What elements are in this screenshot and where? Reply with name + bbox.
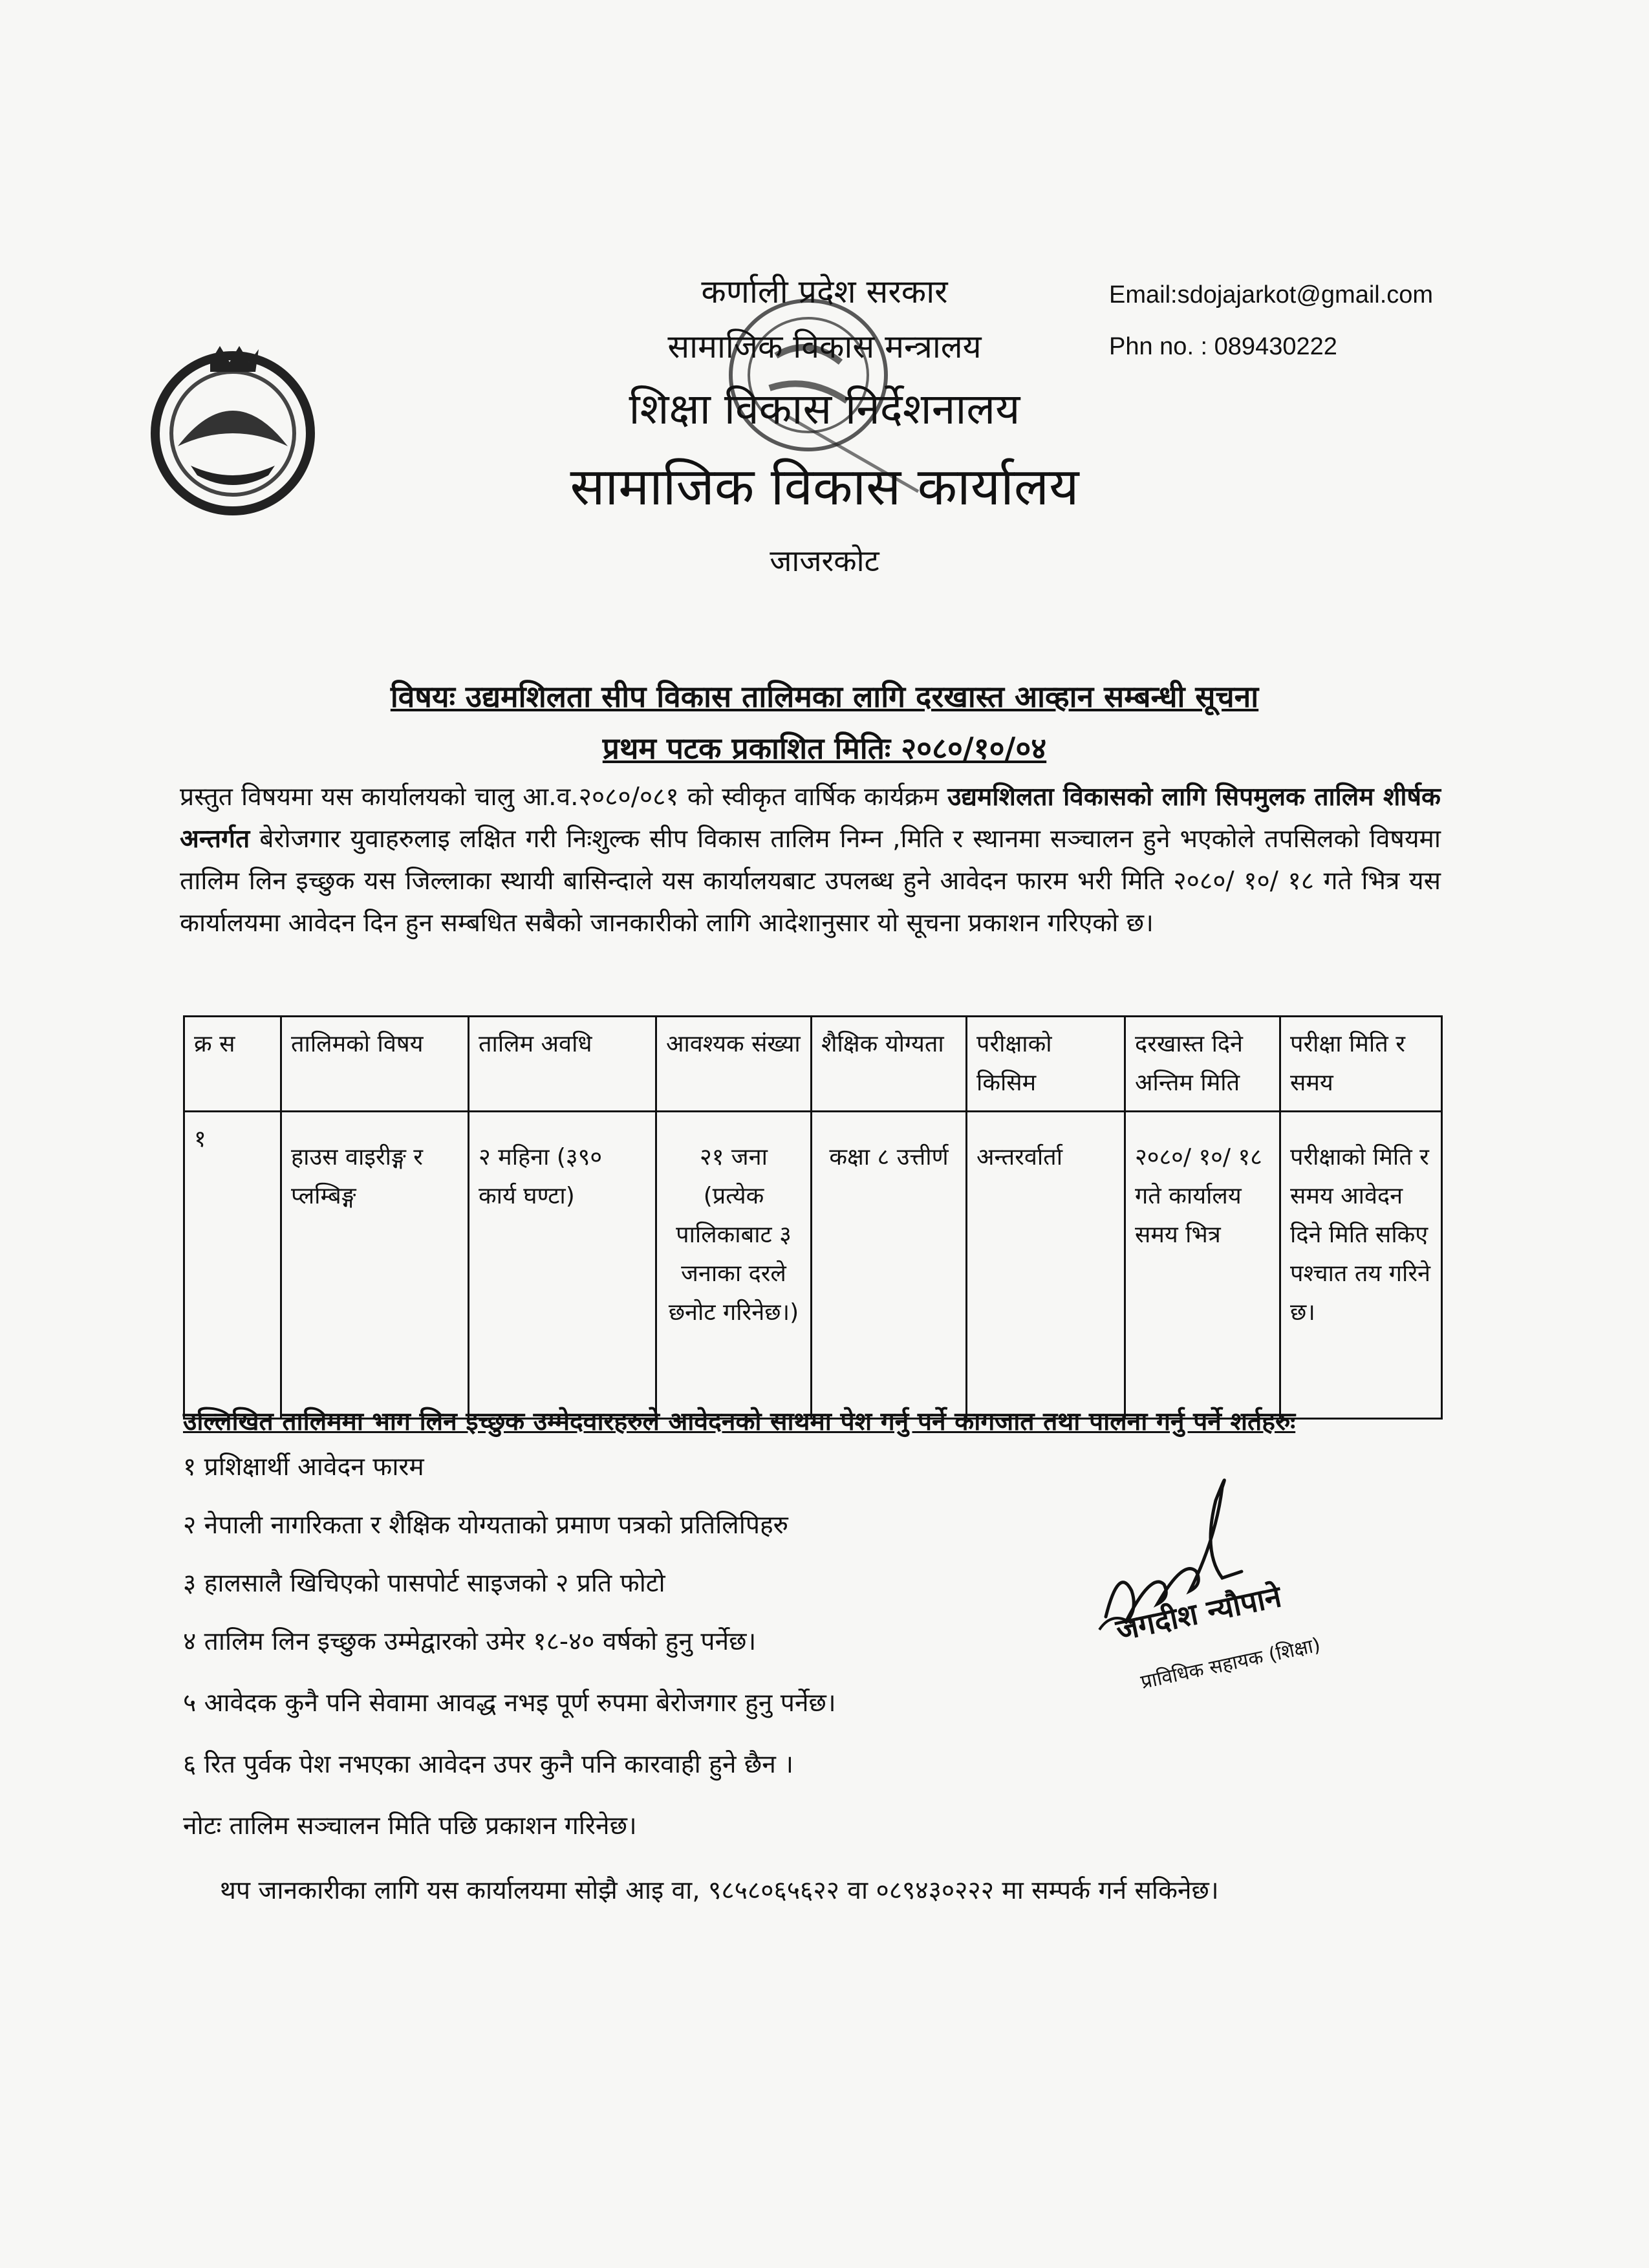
condition-item: ५ आवेदक कुनै पनि सेवामा आवद्ध नभइ पूर्ण रुपमा बेरोजगार हुनु पर्नेछ। [183, 1689, 836, 1718]
table-cell-subject: हाउस वाइरीङ्ग र प्लम्बिङ्ग [281, 1112, 469, 1419]
signatory-name: जगदीश न्यौपाने [1113, 1578, 1285, 1648]
footer-contact-note: थप जानकारीका लागि यस कार्यालयमा सोझै आइ वा, ९८५८०६५६२२ वा ०८९४३०२२२ मा सम्पर्क गर्न सकिनेछ। [220, 1876, 1219, 1905]
signatory-title: प्राविधिक सहायक (शिक्षा) [1139, 1634, 1323, 1694]
training-table [183, 1015, 1443, 1420]
table-cell-deadline: २०८०/ १०/ १८ गते कार्यालय समय भित्र [1125, 1112, 1280, 1419]
header-ministry: सामाजिक विकास मन्त्रालय [667, 328, 982, 365]
notice-body [180, 776, 1441, 944]
header-office: सामाजिक विकास कार्यालय [570, 457, 1079, 517]
condition-item: १ प्रशिक्षार्थी आवेदन फारम [183, 1453, 424, 1482]
table-cell-duration: २ महिना (३९० कार्य घण्टा) [469, 1112, 656, 1419]
table-cell-qualification: कक्षा ८ उत्तीर्ण [812, 1112, 967, 1419]
table-header-cell: क्र स [184, 1017, 281, 1112]
table-cell-exam-date: परीक्षाको मिति र समय आवेदन दिने मिति सकिए पश्चात तय गरिने छ। [1280, 1112, 1442, 1419]
table-cell-serial: १ [184, 1112, 281, 1419]
condition-item: २ नेपाली नागरिकता र शैक्षिक योग्यताको प्रमाण पत्रको प्रतिलिपिहरु [183, 1511, 788, 1540]
header-directorate: शिक्षा विकास निर्देशनालय [629, 384, 1020, 434]
header-district: जाजरकोट [770, 543, 879, 578]
table-cell-count: २१ जना (प्रत्येक पालिकाबाट ३ जनाका दरले छनोट गरिनेछ।) [656, 1112, 812, 1419]
table-row [184, 1112, 1442, 1419]
table-header-cell: तालिम अवधि [469, 1017, 656, 1112]
conditions-title: उल्लिखित तालिममा भाग लिन इच्छुक उम्मेदवारहरुले आवेदनको साथमा पेश गर्नु पर्ने कागजात तथा पालना गर्नु पर्ने शर्तहरुः [183, 1407, 1296, 1436]
notice-body-part1: प्रस्तुत विषयमा यस कार्यालयको चालु आ.व.२०८०/०८१ को स्वीकृत वार्षिक कार्यक्रम [180, 783, 948, 812]
condition-item: ४ तालिम लिन इच्छुक उम्मेद्वारको उमेर १८-४० वर्षको हुनु पर्नेछ। [183, 1627, 757, 1656]
table-header-cell: तालिमको विषय [281, 1017, 469, 1112]
conditions-note: नोटः तालिम सञ्चालन मिति पछि प्रकाशन गरिनेछ। [183, 1811, 637, 1841]
publication-date: प्रथम पटक प्रकाशित मितिः २०८०/१०/०४ [602, 731, 1047, 766]
notice-subject: विषयः उद्यमशिलता सीप विकास तालिमका लागि दरखास्त आव्हान सम्बन्धी सूचना [390, 679, 1259, 714]
contact-phone: Phn no. : 089430222 [1109, 333, 1337, 360]
table-header-cell: दरखास्त दिने अन्तिम मिति [1125, 1017, 1280, 1112]
contact-email: Email:sdojajarkot@gmail.com [1109, 281, 1434, 308]
notice-body-part2: बेरोजगार युवाहरुलाइ लक्षित गरी निःशुल्क सीप विकास तालिम निम्न ,मिति र स्थानमा सञ्चालन हुने भएकोले तपसिलको विषयमा तालिम लिन इच्छुक यस जिल्लाका स्थायी बासिन्दाले यस कार्यालयबाट उपलब्ध हुने आवेदन फारम भरी मिति २०८०/ १०/ १८ गते भित्र यस कार्यालयमा आवेदन दिन हुन सम्बधित सबैको जानकारीको लागि आदेशानुसार यो सूचना प्रकाशन गरिएको छ। [180, 825, 1441, 938]
table-header-cell: परीक्षाको किसिम [967, 1017, 1125, 1112]
table-cell-exam-type: अन्तरर्वार्ता [967, 1112, 1125, 1419]
table-header-cell: परीक्षा मिति र समय [1280, 1017, 1442, 1112]
table-header-cell: शैक्षिक योग्यता [812, 1017, 967, 1112]
notice-body-bold: उद्यमशिलता विकासको लागि सिपमुलक तालिम शीर्षक अन्तर्गत [180, 783, 1441, 854]
condition-item: ३ हालसालै खिचिएको पासपोर्ट साइजको २ प्रति फोटो [183, 1569, 665, 1598]
table-header-cell: आवश्यक संख्या [656, 1017, 812, 1112]
header-province: कर्णाली प्रदेश सरकार [701, 273, 948, 310]
table-header-row [184, 1017, 1442, 1112]
condition-item: ६ रित पुर्वक पेश नभएका आवेदन उपर कुनै पनि कारवाही हुने छैन । [183, 1750, 794, 1779]
